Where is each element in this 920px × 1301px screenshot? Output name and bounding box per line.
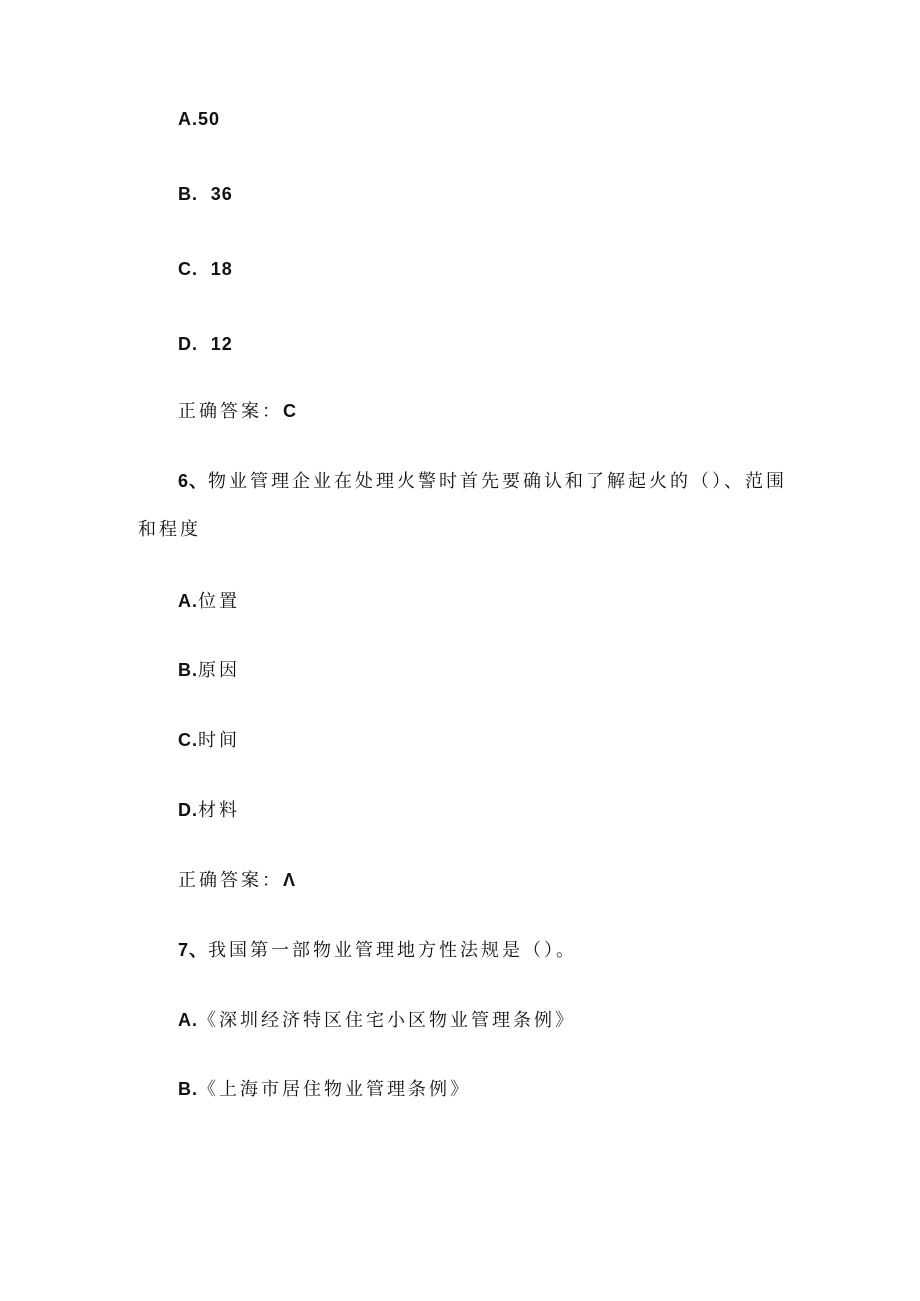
option-b [178,182,233,207]
q6-option-b [178,658,240,683]
option-key: A. [178,591,198,611]
option-text: 位置 [198,591,240,612]
option-text: 36 [210,184,233,204]
q7-option-b [178,1077,471,1102]
question-number: 6、 [178,471,209,491]
question-7 [178,938,577,963]
option-key: D. [178,800,198,820]
option-c [178,257,233,282]
question-text-continued: 和程度 [138,519,201,540]
option-key: A. [178,1010,198,1030]
option-d [178,332,233,357]
option-key: C. [178,730,198,750]
option-key: B. [178,184,198,204]
option-key: B. [178,1079,198,1099]
answer-label: 正确答案： [178,870,283,891]
option-text: 12 [210,334,233,354]
answer-label: 正确答案： [178,401,283,422]
option-text: 《上海市居住物业管理条例》 [198,1079,471,1100]
option-text: 时间 [198,730,240,751]
option-text: 《深圳经济特区住宅小区物业管理条例》 [198,1010,576,1031]
option-key: B. [178,660,198,680]
answer-value: C [283,401,297,421]
q6-option-a [178,589,240,614]
question-6-line2 [138,518,201,542]
question-number: 7、 [178,940,209,960]
option-text: 材料 [198,800,240,821]
option-key: D. [178,334,198,354]
question-6-line1 [178,469,787,494]
q6-option-d [178,798,240,823]
q7-option-a [178,1008,576,1033]
question-text: 我国第一部物业管理地方性法规是（）。 [208,940,578,961]
option-key: A.50 [178,109,221,129]
option-a [178,107,220,132]
option-key: C. [178,259,198,279]
answer-value: Λ [283,870,297,890]
q6-option-c [178,728,240,753]
option-text: 原因 [198,660,240,681]
q6-answer-line [178,868,296,893]
option-text: 18 [210,259,233,279]
question-text: 物业管理企业在处理火警时首先要确认和了解起火的（）、范围 [208,471,788,492]
answer-line [178,399,297,424]
